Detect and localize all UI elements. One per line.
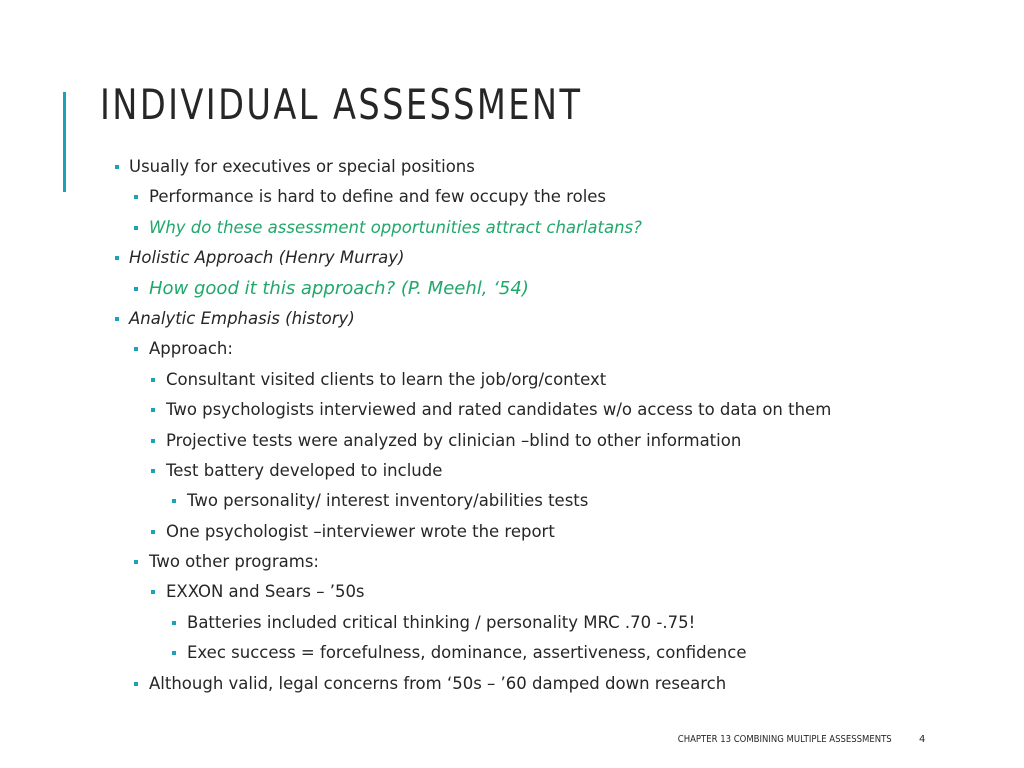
bullet-square-icon <box>151 408 155 412</box>
bullet-text: Exec success = forcefulness, dominance, assertiveness, confidence <box>187 643 747 663</box>
page-number: 4 <box>919 734 926 745</box>
bullet-square-icon <box>134 560 138 564</box>
bullet-text: Batteries included critical thinking / personality MRC .70 -.75! <box>187 612 696 632</box>
bullet-square-icon <box>134 682 138 686</box>
slide-footer: CHAPTER 13 COMBINING MULTIPLE ASSESSMENTS <box>678 734 892 745</box>
bullet-text: Consultant visited clients to learn the job/org/context <box>166 369 607 389</box>
bullet-square-icon <box>172 651 176 655</box>
bullet-text: How good it this approach? (P. Meehl, ‘54) <box>149 277 529 299</box>
slide-title: INDIVIDUAL ASSESSMENT <box>100 80 583 129</box>
bullet-square-icon <box>151 469 155 473</box>
bullet-text: Usually for executives or special positions <box>129 157 475 176</box>
bullet-text: Two psychologists interviewed and rated candidates w/o access to data on them <box>166 400 832 420</box>
bullet-text: Test battery developed to include <box>166 460 443 480</box>
bullet-text: Although valid, legal concerns from ‘50s – ’60 damped down research <box>149 673 727 693</box>
bullet-text: Projective tests were analyzed by clinician –blind to other information <box>166 430 742 450</box>
bullet-text: Two personality/ interest inventory/abilities tests <box>187 491 589 511</box>
bullet-square-icon <box>134 287 138 291</box>
bullet-text: EXXON and Sears – ’50s <box>166 582 365 602</box>
bullet-text: One psychologist –interviewer wrote the report <box>166 521 555 541</box>
bullet-text: Two other programs: <box>149 552 319 572</box>
bullet-square-icon <box>115 165 119 169</box>
bullet-text: Approach: <box>149 339 233 359</box>
bullet-square-icon <box>172 499 176 503</box>
bullet-square-icon <box>151 439 155 443</box>
bullet-square-icon <box>134 226 138 230</box>
bullet-square-icon <box>151 530 155 534</box>
bullet-square-icon <box>151 590 155 594</box>
bullet-square-icon <box>134 195 138 199</box>
bullet-text: Performance is hard to define and few occupy the roles <box>149 187 607 207</box>
bullet-square-icon <box>115 256 119 260</box>
bullet-text: Why do these assessment opportunities attract charlatans? <box>149 217 642 237</box>
bullet-square-icon <box>115 317 119 321</box>
bullet-square-icon <box>172 621 176 625</box>
bullet-square-icon <box>134 347 138 351</box>
bullet-square-icon <box>151 378 155 382</box>
bullet-text: Analytic Emphasis (history) <box>129 308 355 328</box>
title-accent-bar <box>63 92 66 192</box>
bullet-text: Holistic Approach (Henry Murray) <box>129 248 405 268</box>
